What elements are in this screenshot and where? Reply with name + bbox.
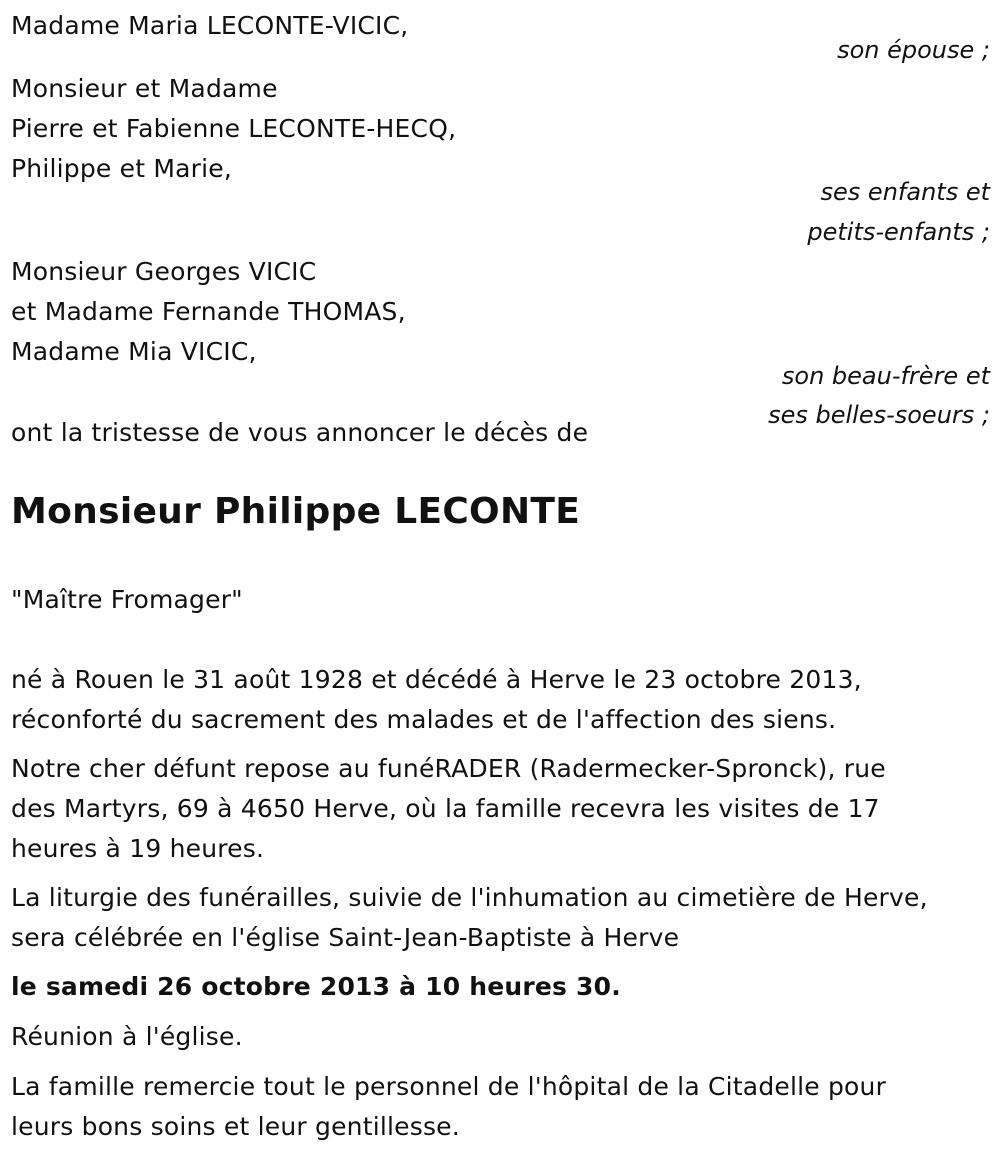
inlaws-role-line-2: ses belles-soeurs ; — [768, 401, 990, 429]
rest-line-3: heures à 19 heures. — [11, 834, 265, 863]
liturgy-line-1: La liturgie des funérailles, suivie de l'inhumation au cimetière de Herve, — [11, 883, 928, 912]
announcement-text: ont la tristesse de vous annoncer le décès de — [11, 418, 589, 447]
inlaws-line-2: et Madame Fernande THOMAS, — [11, 297, 406, 326]
liturgy-line-2: sera célébrée en l'église Saint-Jean-Baptiste à Herve — [11, 923, 680, 952]
thanks-line-2: leurs bons soins et leur gentillesse. — [11, 1112, 460, 1141]
deceased-title: "Maître Fromager" — [11, 585, 243, 614]
birth-death-line-2: réconforté du sacrement des malades et de l'affection des siens. — [11, 705, 837, 734]
rest-line-1: Notre cher défunt repose au funéRADER (Radermecker-Spronck), rue — [11, 754, 886, 783]
children-line-3: Philippe et Marie, — [11, 154, 232, 183]
spouse-name: Madame Maria LECONTE-VICIC, — [11, 11, 409, 40]
children-line-2: Pierre et Fabienne LECONTE-HECQ, — [11, 114, 457, 143]
inlaws-role-line-1: son beau-frère et — [781, 362, 990, 390]
children-role-line-2: petits-enfants ; — [807, 218, 990, 246]
inlaws-line-3: Madame Mia VICIC, — [11, 337, 257, 366]
thanks-line-1: La famille remercie tout le personnel de l'hôpital de la Citadelle pour — [11, 1072, 887, 1101]
spouse-role: son épouse ; — [837, 36, 990, 64]
birth-death-line-1: né à Rouen le 31 août 1928 et décédé à Herve le 23 octobre 2013, — [11, 665, 862, 694]
children-line-1: Monsieur et Madame — [11, 74, 278, 103]
rest-line-2: des Martyrs, 69 à 4650 Herve, où la famille recevra les visites de 17 — [11, 794, 880, 823]
deceased-name: Monsieur Philippe LECONTE — [11, 491, 581, 532]
ceremony-date: le samedi 26 octobre 2013 à 10 heures 30. — [11, 972, 621, 1001]
inlaws-line-1: Monsieur Georges VICIC — [11, 257, 317, 286]
children-role-line-1: ses enfants et — [820, 178, 990, 206]
meeting-text: Réunion à l'église. — [11, 1022, 243, 1051]
